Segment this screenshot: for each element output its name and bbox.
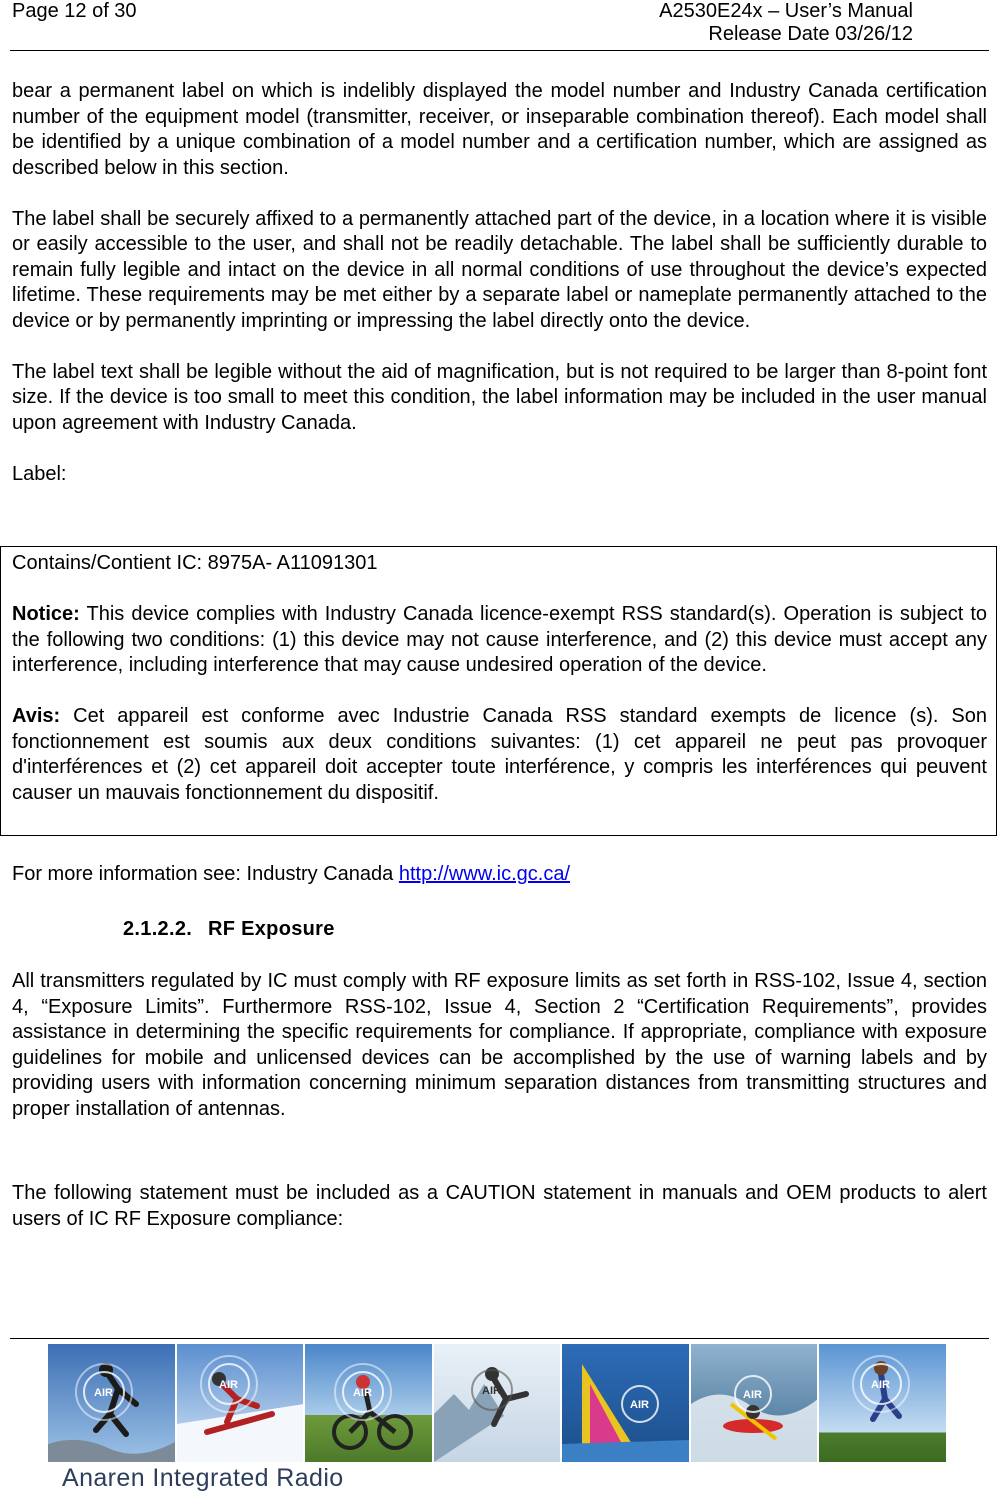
page-number: Page 12 of 30 [12, 0, 137, 22]
paragraph-label-legibility: The label text shall be legible without the aid of magnification, but is not required to be larger than 8-point font size. If the device is too small to meet this condition, the label information may be included in the user manual upon agreement with Industry Canada. [12, 360, 987, 434]
air-badge: AIR [742, 1389, 762, 1401]
body-text [12, 79, 987, 487]
air-badge: AIR [94, 1387, 113, 1399]
section-title: RF Exposure [208, 918, 335, 940]
section-number: 2.1.2.2. [123, 918, 193, 940]
header-divider [10, 50, 989, 51]
ic-contains-line: Contains/Contient IC: 8975A- A11091301 [12, 552, 378, 574]
notice-title: Notice: [12, 603, 80, 625]
banner-photo-snowboarder [434, 1344, 561, 1462]
notice-text: This device complies with Industry Canada licence-exempt RSS standard(s). Operation is subject to the following two conditions: (1) this device may not cause interference, and (2) this device must accept any interference, including interference that may cause undesired operation of the device. [12, 603, 987, 676]
industry-canada-link[interactable]: http://www.ic.gc.ca/ [398, 863, 571, 885]
section-heading [123, 918, 335, 941]
anaren-brand-logo: Anaren Integrated Radio [62, 1464, 344, 1492]
banner-photo-skateboarder [48, 1344, 175, 1462]
footer-banner [48, 1344, 946, 1462]
document-title [659, 0, 913, 46]
air-badge: AIR [630, 1399, 650, 1411]
banner-photo-kayaker [691, 1344, 818, 1462]
rf-exposure-body [12, 969, 987, 1122]
banner-photo-cyclist [305, 1344, 432, 1462]
banner-photo-skier [177, 1344, 304, 1462]
paragraph-label-requirements: bear a permanent label on which is indelibly displayed the model number and Industry Canada certification number of the equipment model (transmitter, receiver, or inseparable combination thereof). Each model shall be identified by a unique combination of a model number and a certification number, which are assigned as described below in this section. [12, 80, 987, 179]
more-info-line [12, 862, 987, 888]
air-badge: AIR [218, 1379, 238, 1391]
notice-paragraph [12, 602, 987, 679]
air-badge: AIR [481, 1385, 501, 1397]
avis-text: Cet appareil est conforme avec Industrie Canada RSS standard exempts de licence (s). Son fonctionnement est soumis aux deux conditions suivantes: (1) cet appareil ne peut pas provoquer d'interférences et (2) cet appareil doit accepter toute interférence, y compris les interférences qui peuvent causer un mauvais fonctionnement du dispositif. [12, 705, 987, 804]
label-heading: Label: [12, 462, 67, 485]
air-badge: AIR [353, 1387, 373, 1399]
banner-photo-windsurfer [562, 1344, 689, 1462]
caution-intro [12, 1181, 987, 1232]
air-badge: AIR [871, 1379, 891, 1391]
banner-photo-jumper [819, 1344, 946, 1462]
avis-title: Avis: [12, 705, 61, 727]
release-date: Release Date 03/26/12 [708, 23, 913, 45]
paragraph-label-placement: The label shall be securely affixed to a permanently attached part of the device, in a location where it is visible or easily accessible to the user, and shall not be readily detachable. The label shall be sufficiently durable to remain fully legible and intact on the device in all normal conditions of use throughout the device’s expected lifetime. These requirements may be met either by a separate label or nameplate permanently attached to the device or by permanently imprinting or impressing the label directly onto the device. [12, 207, 987, 332]
more-info-text: For more information see: Industry Canada [12, 863, 399, 885]
label-box [0, 546, 997, 836]
avis-paragraph [12, 704, 987, 806]
manual-title: A2530E24x – User’s Manual [659, 0, 913, 22]
footer-divider [10, 1338, 989, 1339]
caution-paragraph: The following statement must be included as a CAUTION statement in manuals and OEM products to alert users of IC RF Exposure compliance: [12, 1182, 987, 1230]
rf-exposure-paragraph: All transmitters regulated by IC must comply with RF exposure limits as set forth in RSS-102, Issue 4, section 4, “Exposure Limits”. Furthermore RSS-102, Issue 4, Section 2 “Certification Requirements”, provides assistance in determining the specific requirements for compliance. If appropriate, compliance with exposure guidelines for mobile and unlicensed devices can be accomplished by the use of warning labels and by providing users with information concerning minimum separation distances from transmitting structures and proper installation of antennas. [12, 970, 987, 1120]
